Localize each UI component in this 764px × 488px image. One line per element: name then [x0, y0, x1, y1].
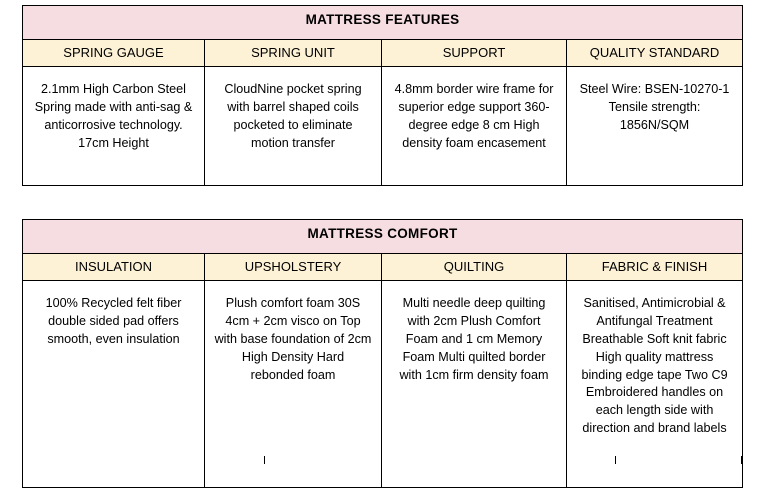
- table-header-row: [23, 40, 743, 67]
- mattress-features-table: [22, 5, 743, 186]
- table-title: MATTRESS COMFORT: [23, 220, 743, 254]
- mattress-comfort-table: [22, 219, 743, 488]
- column-header-quilting: QUILTING: [382, 254, 567, 281]
- column-header-upsholstery: UPSHOLSTERY: [205, 254, 382, 281]
- cell-quilting: Multi needle deep quilting with 2cm Plush Comfort Foam and 1 cm Memory Foam Multi quilted border with 1cm firm density foam: [382, 281, 567, 488]
- table-title-row: [23, 6, 743, 40]
- column-header-support: SUPPORT: [382, 40, 567, 67]
- table-title-row: [23, 220, 743, 254]
- cell-spring-unit: CloudNine pocket spring with barrel shaped coils pocketed to eliminate motion transfer: [205, 67, 382, 186]
- column-header-spring-gauge: SPRING GAUGE: [23, 40, 205, 67]
- cell-upsholstery: Plush comfort foam 30S 4cm + 2cm visco on Top with base foundation of 2cm High Density Hard rebonded foam: [205, 281, 382, 488]
- table-header-row: [23, 254, 743, 281]
- table-row: [23, 67, 743, 186]
- column-header-quality-standard: QUALITY STANDARD: [567, 40, 743, 67]
- table-title: MATTRESS FEATURES: [23, 6, 743, 40]
- cell-insulation: 100% Recycled felt fiber double sided pad offers smooth, even insulation: [23, 281, 205, 488]
- column-header-spring-unit: SPRING UNIT: [205, 40, 382, 67]
- cell-support: 4.8mm border wire frame for superior edge support 360-degree edge 8 cm High density foam encasement: [382, 67, 567, 186]
- next-table-top-edge: [22, 456, 742, 464]
- table-spacer: [22, 186, 742, 219]
- cell-fabric-finish: Sanitised, Antimicrobial & Antifungal Treatment Breathable Soft knit fabric High quality mattress binding edge tape Two C9 Embroidered handles on each length side with direction and brand labels: [567, 281, 743, 488]
- column-header-fabric-finish: FABRIC & FINISH: [567, 254, 743, 281]
- cell-quality-standard: Steel Wire: BSEN-10270-1 Tensile strength: 1856N/SQM: [567, 67, 743, 186]
- cell-spring-gauge: 2.1mm High Carbon Steel Spring made with anti-sag & anticorrosive technology. 17cm Height: [23, 67, 205, 186]
- column-header-insulation: INSULATION: [23, 254, 205, 281]
